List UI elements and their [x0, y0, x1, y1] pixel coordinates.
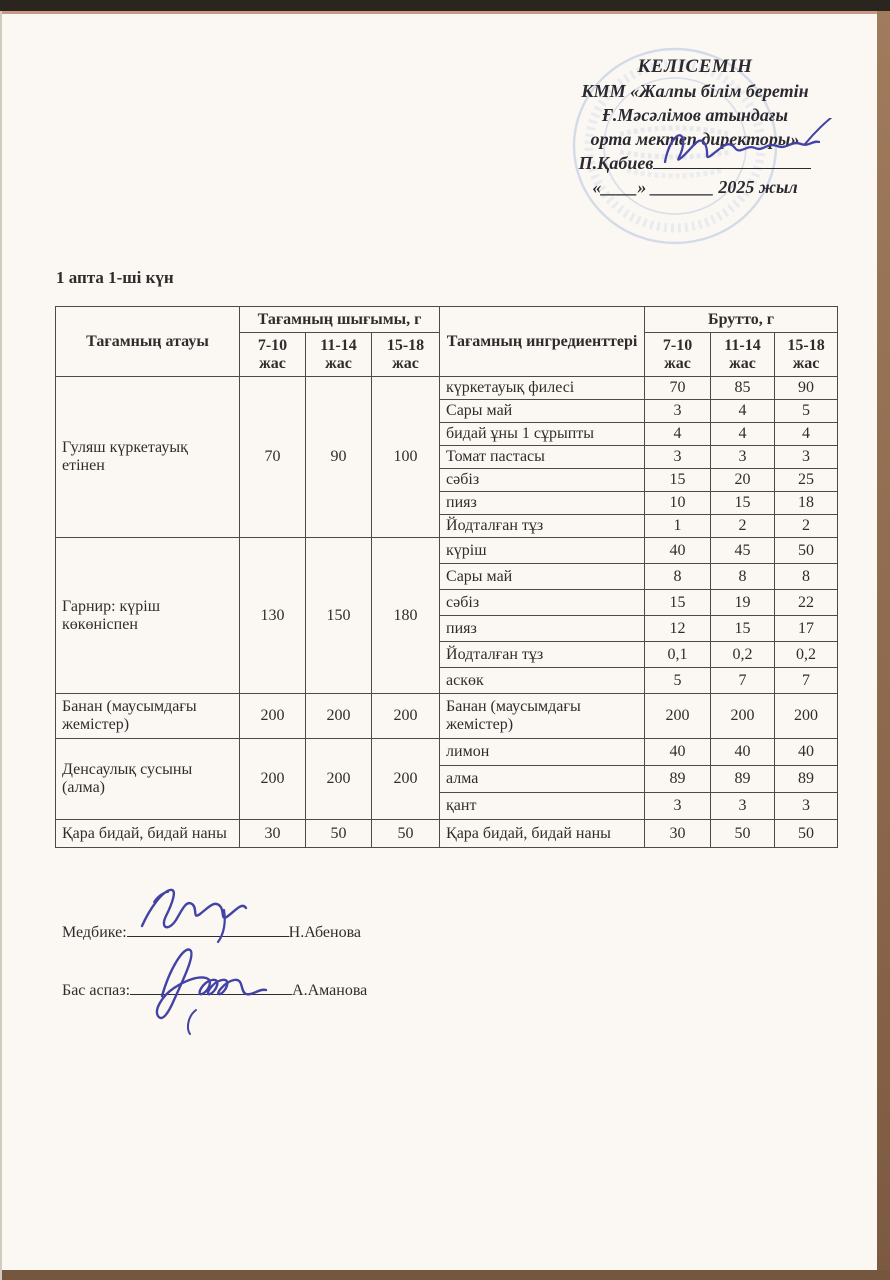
ingredient-name: пияз: [440, 492, 645, 515]
ingredient-name: күріш: [440, 538, 645, 564]
col-header-age-11-14: 11-14 жас: [711, 333, 775, 377]
approval-line: КММ «Жалпы білім беретін: [581, 81, 809, 101]
brutto-value: 7: [775, 668, 838, 694]
output-value: 50: [306, 820, 372, 848]
brutto-value: 8: [645, 564, 711, 590]
ingredient-name: Қара бидай, бидай наны: [440, 820, 645, 848]
output-value: 130: [240, 538, 306, 694]
output-value: 30: [240, 820, 306, 848]
brutto-value: 200: [711, 694, 775, 739]
ingredient-name: алма: [440, 766, 645, 793]
table-row: [56, 538, 838, 564]
ingredient-name: аскөк: [440, 668, 645, 694]
brutto-value: 8: [775, 564, 838, 590]
scan-edge-left: [0, 11, 2, 1280]
brutto-value: 2: [711, 515, 775, 538]
menu-table: [55, 306, 838, 848]
brutto-value: 15: [645, 590, 711, 616]
output-value: 50: [372, 820, 440, 848]
brutto-value: 4: [711, 400, 775, 423]
dish-name: Гуляш күркетауық етінен: [56, 377, 240, 538]
ingredient-name: бидай ұны 1 сұрыпты: [440, 423, 645, 446]
brutto-value: 3: [775, 446, 838, 469]
brutto-value: 200: [645, 694, 711, 739]
approval-title: КЕЛІСЕМІН: [637, 56, 753, 77]
menu-table-body: [56, 377, 838, 848]
brutto-value: 3: [711, 793, 775, 820]
brutto-value: 0,2: [775, 642, 838, 668]
brutto-value: 10: [645, 492, 711, 515]
table-row: [56, 739, 838, 766]
ingredient-name: Томат пастасы: [440, 446, 645, 469]
brutto-value: 85: [711, 377, 775, 400]
brutto-value: 0,1: [645, 642, 711, 668]
brutto-value: 50: [775, 820, 838, 848]
approval-date-line: «____» _______ 2025 жыл: [592, 177, 798, 197]
brutto-value: 4: [775, 423, 838, 446]
output-value: 200: [372, 739, 440, 820]
scan-edge-top-line: [0, 11, 890, 14]
ingredient-name: қант: [440, 793, 645, 820]
chef-name: А.Аманова: [292, 982, 368, 999]
brutto-value: 40: [775, 739, 838, 766]
col-header-age-15-18: 15-18 жас: [775, 333, 838, 377]
dish-name: Банан (маусымдағы жемістер): [56, 694, 240, 739]
table-row: [56, 820, 838, 848]
brutto-value: 0,2: [711, 642, 775, 668]
ingredient-name: сәбіз: [440, 590, 645, 616]
brutto-value: 7: [711, 668, 775, 694]
table-row: [56, 694, 838, 739]
output-value: 200: [240, 694, 306, 739]
brutto-value: 18: [775, 492, 838, 515]
ingredient-name: сәбіз: [440, 469, 645, 492]
brutto-value: 89: [711, 766, 775, 793]
brutto-value: 4: [645, 423, 711, 446]
brutto-value: 40: [711, 739, 775, 766]
output-value: 90: [306, 377, 372, 538]
page-title: 1 апта 1-ші күн: [56, 268, 174, 287]
col-header-brutto: Брутто, г: [645, 307, 838, 333]
col-header-ingredients: Тағамның ингредиенттері: [440, 307, 645, 377]
brutto-value: 3: [645, 400, 711, 423]
table-header-row: [56, 307, 838, 333]
col-header-age-7-10: 7-10 жас: [240, 333, 306, 377]
brutto-value: 2: [775, 515, 838, 538]
ingredient-name: Йодталған тұз: [440, 515, 645, 538]
brutto-value: 15: [711, 492, 775, 515]
chef-signature: [132, 938, 302, 1038]
scan-edge-top: [0, 0, 890, 11]
ingredient-name: Йодталған тұз: [440, 642, 645, 668]
director-signature: [655, 118, 845, 178]
brutto-value: 89: [645, 766, 711, 793]
director-name: П.Қабиев: [578, 153, 654, 173]
dish-name: Қара бидай, бидай наны: [56, 820, 240, 848]
table-row: [56, 377, 838, 400]
scan-edge-right: [877, 11, 890, 1280]
ingredient-name: Сары май: [440, 564, 645, 590]
brutto-value: 3: [711, 446, 775, 469]
brutto-value: 200: [775, 694, 838, 739]
output-value: 200: [240, 739, 306, 820]
scan-edge-bottom: [0, 1270, 890, 1280]
col-header-output: Тағамның шығымы, г: [240, 307, 440, 333]
nurse-name: Н.Абенова: [288, 924, 362, 941]
brutto-value: 50: [775, 538, 838, 564]
ingredient-name: пияз: [440, 616, 645, 642]
brutto-value: 3: [645, 793, 711, 820]
brutto-value: 50: [711, 820, 775, 848]
brutto-value: 3: [645, 446, 711, 469]
output-value: 70: [240, 377, 306, 538]
output-value: 100: [372, 377, 440, 538]
brutto-value: 8: [711, 564, 775, 590]
brutto-value: 1: [645, 515, 711, 538]
brutto-value: 89: [775, 766, 838, 793]
brutto-value: 70: [645, 377, 711, 400]
col-header-age-15-18: 15-18 жас: [372, 333, 440, 377]
output-value: 200: [306, 694, 372, 739]
brutto-value: 45: [711, 538, 775, 564]
brutto-value: 30: [645, 820, 711, 848]
brutto-value: 19: [711, 590, 775, 616]
brutto-value: 3: [775, 793, 838, 820]
brutto-value: 40: [645, 739, 711, 766]
brutto-value: 15: [645, 469, 711, 492]
output-value: 200: [372, 694, 440, 739]
col-header-age-7-10: 7-10 жас: [645, 333, 711, 377]
brutto-value: 4: [711, 423, 775, 446]
col-header-dish: Тағамның атауы: [56, 307, 240, 377]
ingredient-name: күркетауық филесі: [440, 377, 645, 400]
brutto-value: 22: [775, 590, 838, 616]
dish-name: Денсаулық сусыны (алма): [56, 739, 240, 820]
output-value: 150: [306, 538, 372, 694]
brutto-value: 25: [775, 469, 838, 492]
nurse-signature: [128, 880, 278, 946]
brutto-value: 5: [775, 400, 838, 423]
brutto-value: 20: [711, 469, 775, 492]
ingredient-name: Банан (маусымдағы жемістер): [440, 694, 645, 739]
approval-line: орта мектеп директоры»: [590, 129, 800, 149]
brutto-value: 40: [645, 538, 711, 564]
ingredient-name: Сары май: [440, 400, 645, 423]
brutto-value: 17: [775, 616, 838, 642]
brutto-value: 90: [775, 377, 838, 400]
brutto-value: 15: [711, 616, 775, 642]
chef-label: Бас аспаз:: [62, 982, 131, 999]
brutto-value: 5: [645, 668, 711, 694]
nurse-label: Медбике:: [62, 924, 127, 941]
ingredient-name: лимон: [440, 739, 645, 766]
output-value: 180: [372, 538, 440, 694]
col-header-age-11-14: 11-14 жас: [306, 333, 372, 377]
approval-line: Ғ.Мәсәлімов атындағы: [601, 105, 788, 125]
output-value: 200: [306, 739, 372, 820]
dish-name: Гарнир: күріш көкөніспен: [56, 538, 240, 694]
brutto-value: 12: [645, 616, 711, 642]
